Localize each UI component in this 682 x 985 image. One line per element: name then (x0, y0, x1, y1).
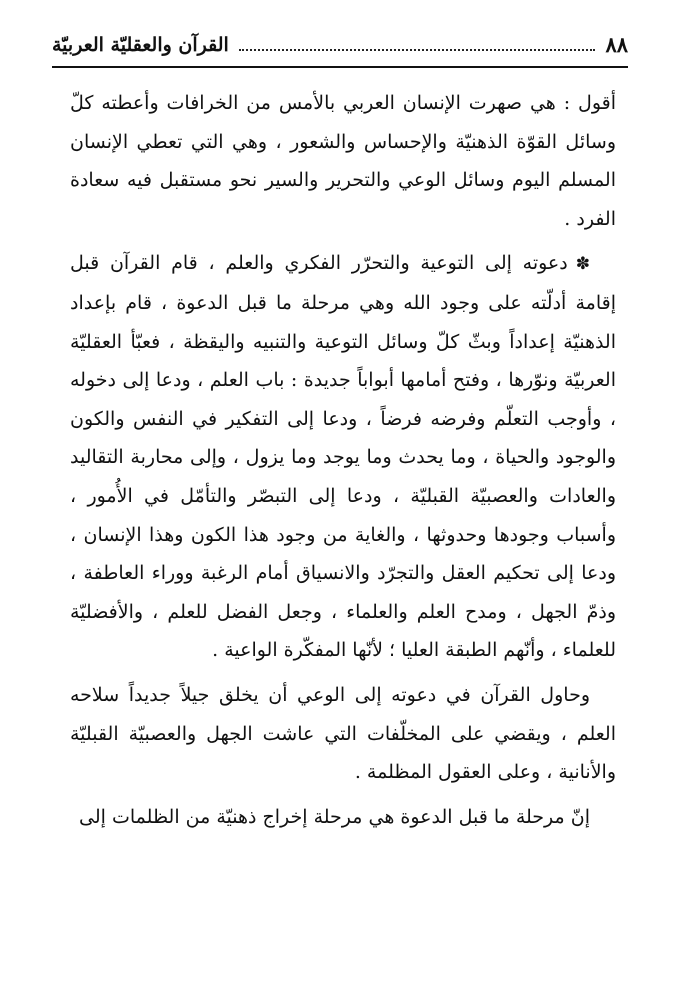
paragraph-4-text: إنّ مرحلة ما قبل الدعوة هي مرحلة إخراج ذهنيّة من الظلمات إلى (79, 805, 590, 828)
paragraph-1 (70, 84, 616, 238)
header-rule (52, 66, 628, 68)
paragraph-3 (70, 676, 616, 792)
running-header (52, 28, 628, 62)
body-text (70, 84, 616, 836)
paragraph-1-text: أقول : هي صهرت الإنسان العربي بالأمس من الخرافات وأعطته كلّ وسائل القوّة الذهنيّة والإحساس والشعور ، وهي التي تعطي الإنسان المسلم اليوم وسائل الوعي والتحرير والسير نحو مستقبل فيه سعادة الفرد . (70, 92, 616, 230)
page-number: ٨٨ (605, 32, 628, 57)
header-title: القرآن والعقليّة العربيّة (52, 34, 229, 56)
paragraph-4 (70, 798, 616, 837)
paragraph-3-text: وحاول القرآن في دعوته إلى الوعي أن يخلق جيلاً جديداً سلاحه العلم ، ويقضي على المخلّفات التي عاشت الجهل والعصبيّة القبليّة والأنانية ، وعلى العقول المظلمة . (70, 683, 616, 784)
paragraph-2-text: دعوته إلى التوعية والتحرّر الفكري والعلم ، قام القرآن قبل إقامة أدلّته على وجود الله وهي مرحلة ما قبل الدعوة ، قام بإعداد الذهنيّة إعداداً وبثّ كلّ وسائل التوعية والتنبيه واليقظة ، فعبّأ العقليّة العربيّة ونوّرها ، وفتح أمامها أبواباً جديدة : باب العلم ، ودعا إلى دخوله ، وأوجب التعلّم وفرضه فرضاً ، ودعا إلى التفكير في النفس والكون والوجود والحياة ، وما يحدث وما يوجد وما يزول ، وإلى محاربة التقاليد والعادات والعصبيّة القبليّة ، ودعا إلى التبصّر والتأمّل في الأُمور ، وأسباب وجودها وحدوثها ، والغاية من وجود هذا الكون وهذا الإنسان ، ودعا إلى تحكيم العقل والتجرّد والانسياق أمام الرغبة ووراء العاطفة ، وذمّ الجهل ، ومدح العلم والعلماء ، وجعل الفضل للعلم ، والأفضليّة للعلماء ، وأنّهم الطبقة العليا ؛ لأنّها المفكّرة الواعية . (70, 252, 616, 662)
paragraph-2 (70, 244, 616, 670)
star-bullet-icon: ✽ (575, 254, 590, 275)
header-leader-dots (239, 49, 596, 51)
